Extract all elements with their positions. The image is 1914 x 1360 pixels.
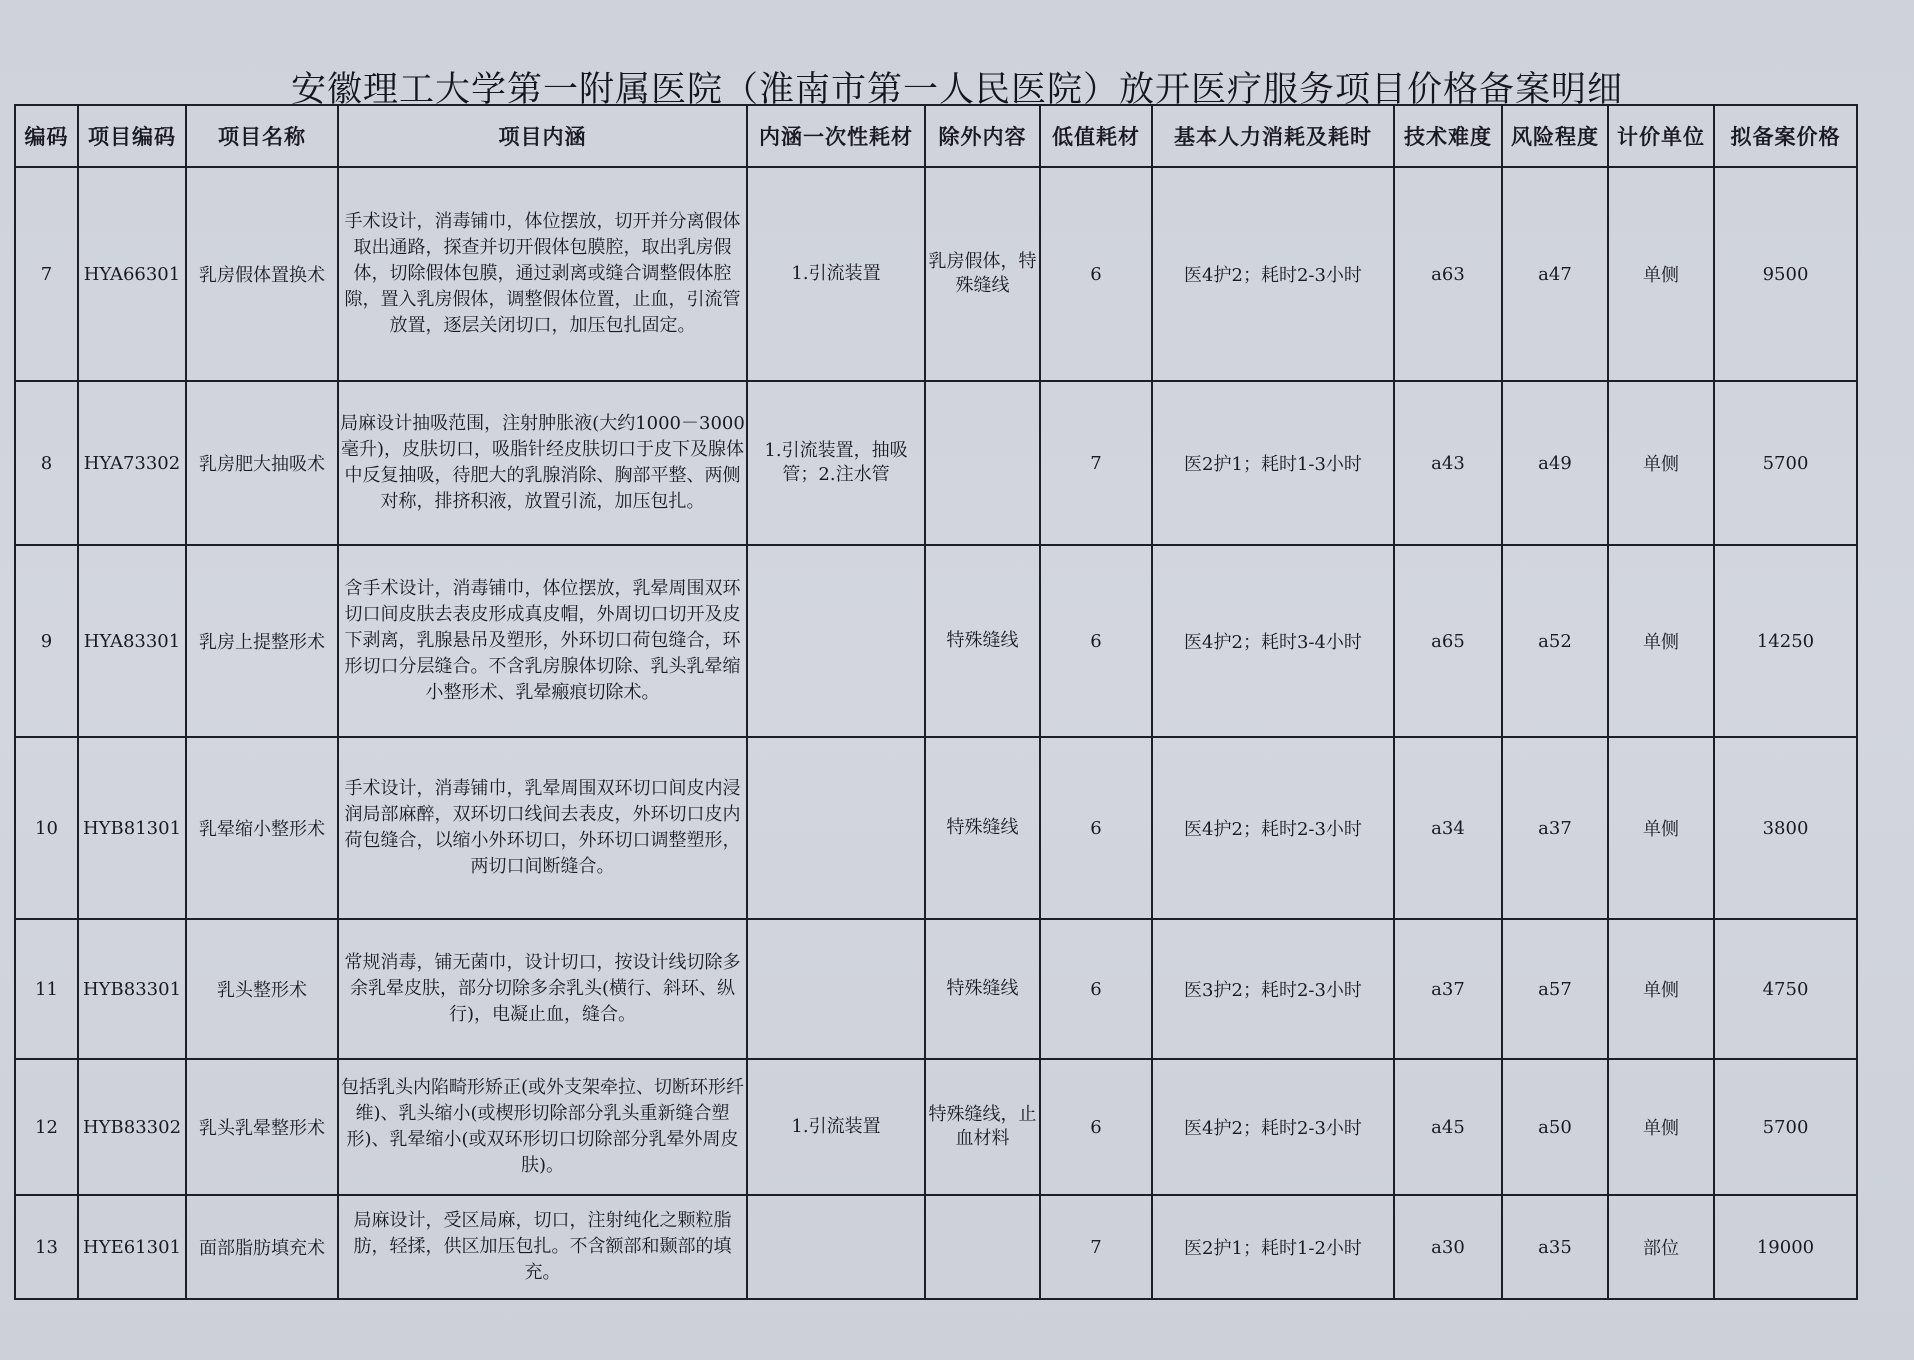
row-price: 5700 [1714, 1059, 1857, 1195]
row-name: 乳房假体置换术 [186, 167, 338, 381]
row-name: 乳晕缩小整形术 [186, 737, 338, 919]
header-desc: 项目内涵 [338, 105, 747, 167]
document-title: 安徽理工大学第一附属医院（淮南市第一人民医院）放开医疗服务项目价格备案明细 [290, 70, 1623, 110]
row-excluded: 特殊缝线 [925, 737, 1040, 919]
row-name: 乳房上提整形术 [186, 545, 338, 737]
row-risk: a50 [1502, 1059, 1608, 1195]
table-row [15, 737, 1857, 919]
row-low-value: 6 [1040, 919, 1152, 1059]
row-code: HYA66301 [78, 167, 186, 381]
row-price: 9500 [1714, 167, 1857, 381]
row-labor: 医2护1；耗时1-2小时 [1152, 1195, 1394, 1299]
row-excluded: 特殊缝线 [925, 919, 1040, 1059]
row-code: HYA73302 [78, 381, 186, 545]
row-num: 9 [15, 545, 78, 737]
header-code: 项目编码 [78, 105, 186, 167]
row-num: 10 [15, 737, 78, 919]
header-consumables: 内涵一次性耗材 [747, 105, 925, 167]
row-name: 面部脂肪填充术 [186, 1195, 338, 1299]
row-num: 7 [15, 167, 78, 381]
row-excluded: 特殊缝线，止血材料 [925, 1059, 1040, 1195]
row-difficulty: a65 [1394, 545, 1502, 737]
row-unit: 单侧 [1608, 167, 1714, 381]
row-num: 12 [15, 1059, 78, 1195]
row-risk: a49 [1502, 381, 1608, 545]
row-labor: 医3护2；耗时2-3小时 [1152, 919, 1394, 1059]
row-code: HYA83301 [78, 545, 186, 737]
row-name: 乳房肥大抽吸术 [186, 381, 338, 545]
price-table [14, 104, 1858, 1300]
row-price: 4750 [1714, 919, 1857, 1059]
row-low-value: 6 [1040, 167, 1152, 381]
row-price: 19000 [1714, 1195, 1857, 1299]
row-difficulty: a30 [1394, 1195, 1502, 1299]
header-excluded: 除外内容 [925, 105, 1040, 167]
row-difficulty: a43 [1394, 381, 1502, 545]
row-low-value: 7 [1040, 381, 1152, 545]
row-low-value: 6 [1040, 545, 1152, 737]
header-risk: 风险程度 [1502, 105, 1608, 167]
row-num: 11 [15, 919, 78, 1059]
row-consumables: 1.引流装置 [747, 167, 925, 381]
row-unit: 单侧 [1608, 1059, 1714, 1195]
row-low-value: 6 [1040, 1059, 1152, 1195]
header-price: 拟备案价格 [1714, 105, 1857, 167]
row-unit: 部位 [1608, 1195, 1714, 1299]
table-row [15, 919, 1857, 1059]
header-labor: 基本人力消耗及耗时 [1152, 105, 1394, 167]
header-difficulty: 技术难度 [1394, 105, 1502, 167]
row-labor: 医4护2；耗时3-4小时 [1152, 545, 1394, 737]
row-desc: 局麻设计抽吸范围，注射肿胀液(大约1000－3000毫升)，皮肤切口，吸脂针经皮肤切口于皮下及腺体中反复抽吸，待肥大的乳腺消除、胸部平整、两侧对称，排挤积液，放置引流，加压包扎。 [338, 381, 747, 545]
row-consumables [747, 1195, 925, 1299]
row-excluded: 特殊缝线 [925, 545, 1040, 737]
row-consumables [747, 545, 925, 737]
row-difficulty: a37 [1394, 919, 1502, 1059]
row-unit: 单侧 [1608, 381, 1714, 545]
row-code: HYB83301 [78, 919, 186, 1059]
row-risk: a52 [1502, 545, 1608, 737]
row-desc: 常规消毒，铺无菌巾，设计切口，按设计线切除多余乳晕皮肤，部分切除多余乳头(横行、斜环、纵行)，电凝止血，缝合。 [338, 919, 747, 1059]
row-code: HYE61301 [78, 1195, 186, 1299]
row-excluded [925, 381, 1040, 545]
row-labor: 医4护2；耗时2-3小时 [1152, 737, 1394, 919]
row-risk: a35 [1502, 1195, 1608, 1299]
row-consumables [747, 919, 925, 1059]
row-risk: a47 [1502, 167, 1608, 381]
row-desc: 手术设计，消毒铺巾，乳晕周围双环切口间皮内浸润局部麻醉，双环切口线间去表皮，外环切口皮内荷包缝合，以缩小外环切口，外环切口调整塑形，两切口间断缝合。 [338, 737, 747, 919]
row-name: 乳头乳晕整形术 [186, 1059, 338, 1195]
row-unit: 单侧 [1608, 545, 1714, 737]
row-unit: 单侧 [1608, 737, 1714, 919]
table-row [15, 167, 1857, 381]
row-price: 14250 [1714, 545, 1857, 737]
row-name: 乳头整形术 [186, 919, 338, 1059]
row-low-value: 7 [1040, 1195, 1152, 1299]
row-num: 8 [15, 381, 78, 545]
row-risk: a57 [1502, 919, 1608, 1059]
row-difficulty: a34 [1394, 737, 1502, 919]
header-num: 编码 [15, 105, 78, 167]
row-labor: 医4护2；耗时2-3小时 [1152, 1059, 1394, 1195]
row-desc: 局麻设计，受区局麻，切口，注射纯化之颗粒脂肪，轻揉，供区加压包扎。不含额部和颞部的填充。 [338, 1195, 747, 1299]
header-unit: 计价单位 [1608, 105, 1714, 167]
header-row [15, 105, 1857, 167]
row-desc: 包括乳头内陷畸形矫正(或外支架牵拉、切断环形纤维)、乳头缩小(或楔形切除部分乳头重新缝合塑形)、乳晕缩小(或双环形切口切除部分乳晕外周皮肤)。 [338, 1059, 747, 1195]
row-num: 13 [15, 1195, 78, 1299]
row-labor: 医4护2；耗时2-3小时 [1152, 167, 1394, 381]
header-name: 项目名称 [186, 105, 338, 167]
row-desc: 手术设计，消毒铺巾，体位摆放，切开并分离假体取出通路，探查并切开假体包膜腔，取出乳房假体，切除假体包膜，通过剥离或缝合调整假体腔隙，置入乳房假体，调整假体位置，止血，引流管放置，逐层关闭切口，加压包扎固定。 [338, 167, 747, 381]
row-low-value: 6 [1040, 737, 1152, 919]
row-labor: 医2护1；耗时1-3小时 [1152, 381, 1394, 545]
header-low-value: 低值耗材 [1040, 105, 1152, 167]
table-row [15, 545, 1857, 737]
table-row [15, 1059, 1857, 1195]
row-risk: a37 [1502, 737, 1608, 919]
row-excluded [925, 1195, 1040, 1299]
row-consumables: 1.引流装置，抽吸管；2.注水管 [747, 381, 925, 545]
table-row [15, 1195, 1857, 1299]
row-excluded: 乳房假体，特殊缝线 [925, 167, 1040, 381]
row-difficulty: a45 [1394, 1059, 1502, 1195]
row-unit: 单侧 [1608, 919, 1714, 1059]
row-consumables: 1.引流装置 [747, 1059, 925, 1195]
row-price: 3800 [1714, 737, 1857, 919]
table-row [15, 381, 1857, 545]
row-code: HYB81301 [78, 737, 186, 919]
row-desc: 含手术设计，消毒铺巾，体位摆放，乳晕周围双环切口间皮肤去表皮形成真皮帽，外周切口切开及皮下剥离，乳腺悬吊及塑形，外环切口荷包缝合，环形切口分层缝合。不含乳房腺体切除、乳头乳晕缩小整形术、乳晕瘢痕切除术。 [338, 545, 747, 737]
row-price: 5700 [1714, 381, 1857, 545]
row-code: HYB83302 [78, 1059, 186, 1195]
row-consumables [747, 737, 925, 919]
row-difficulty: a63 [1394, 167, 1502, 381]
